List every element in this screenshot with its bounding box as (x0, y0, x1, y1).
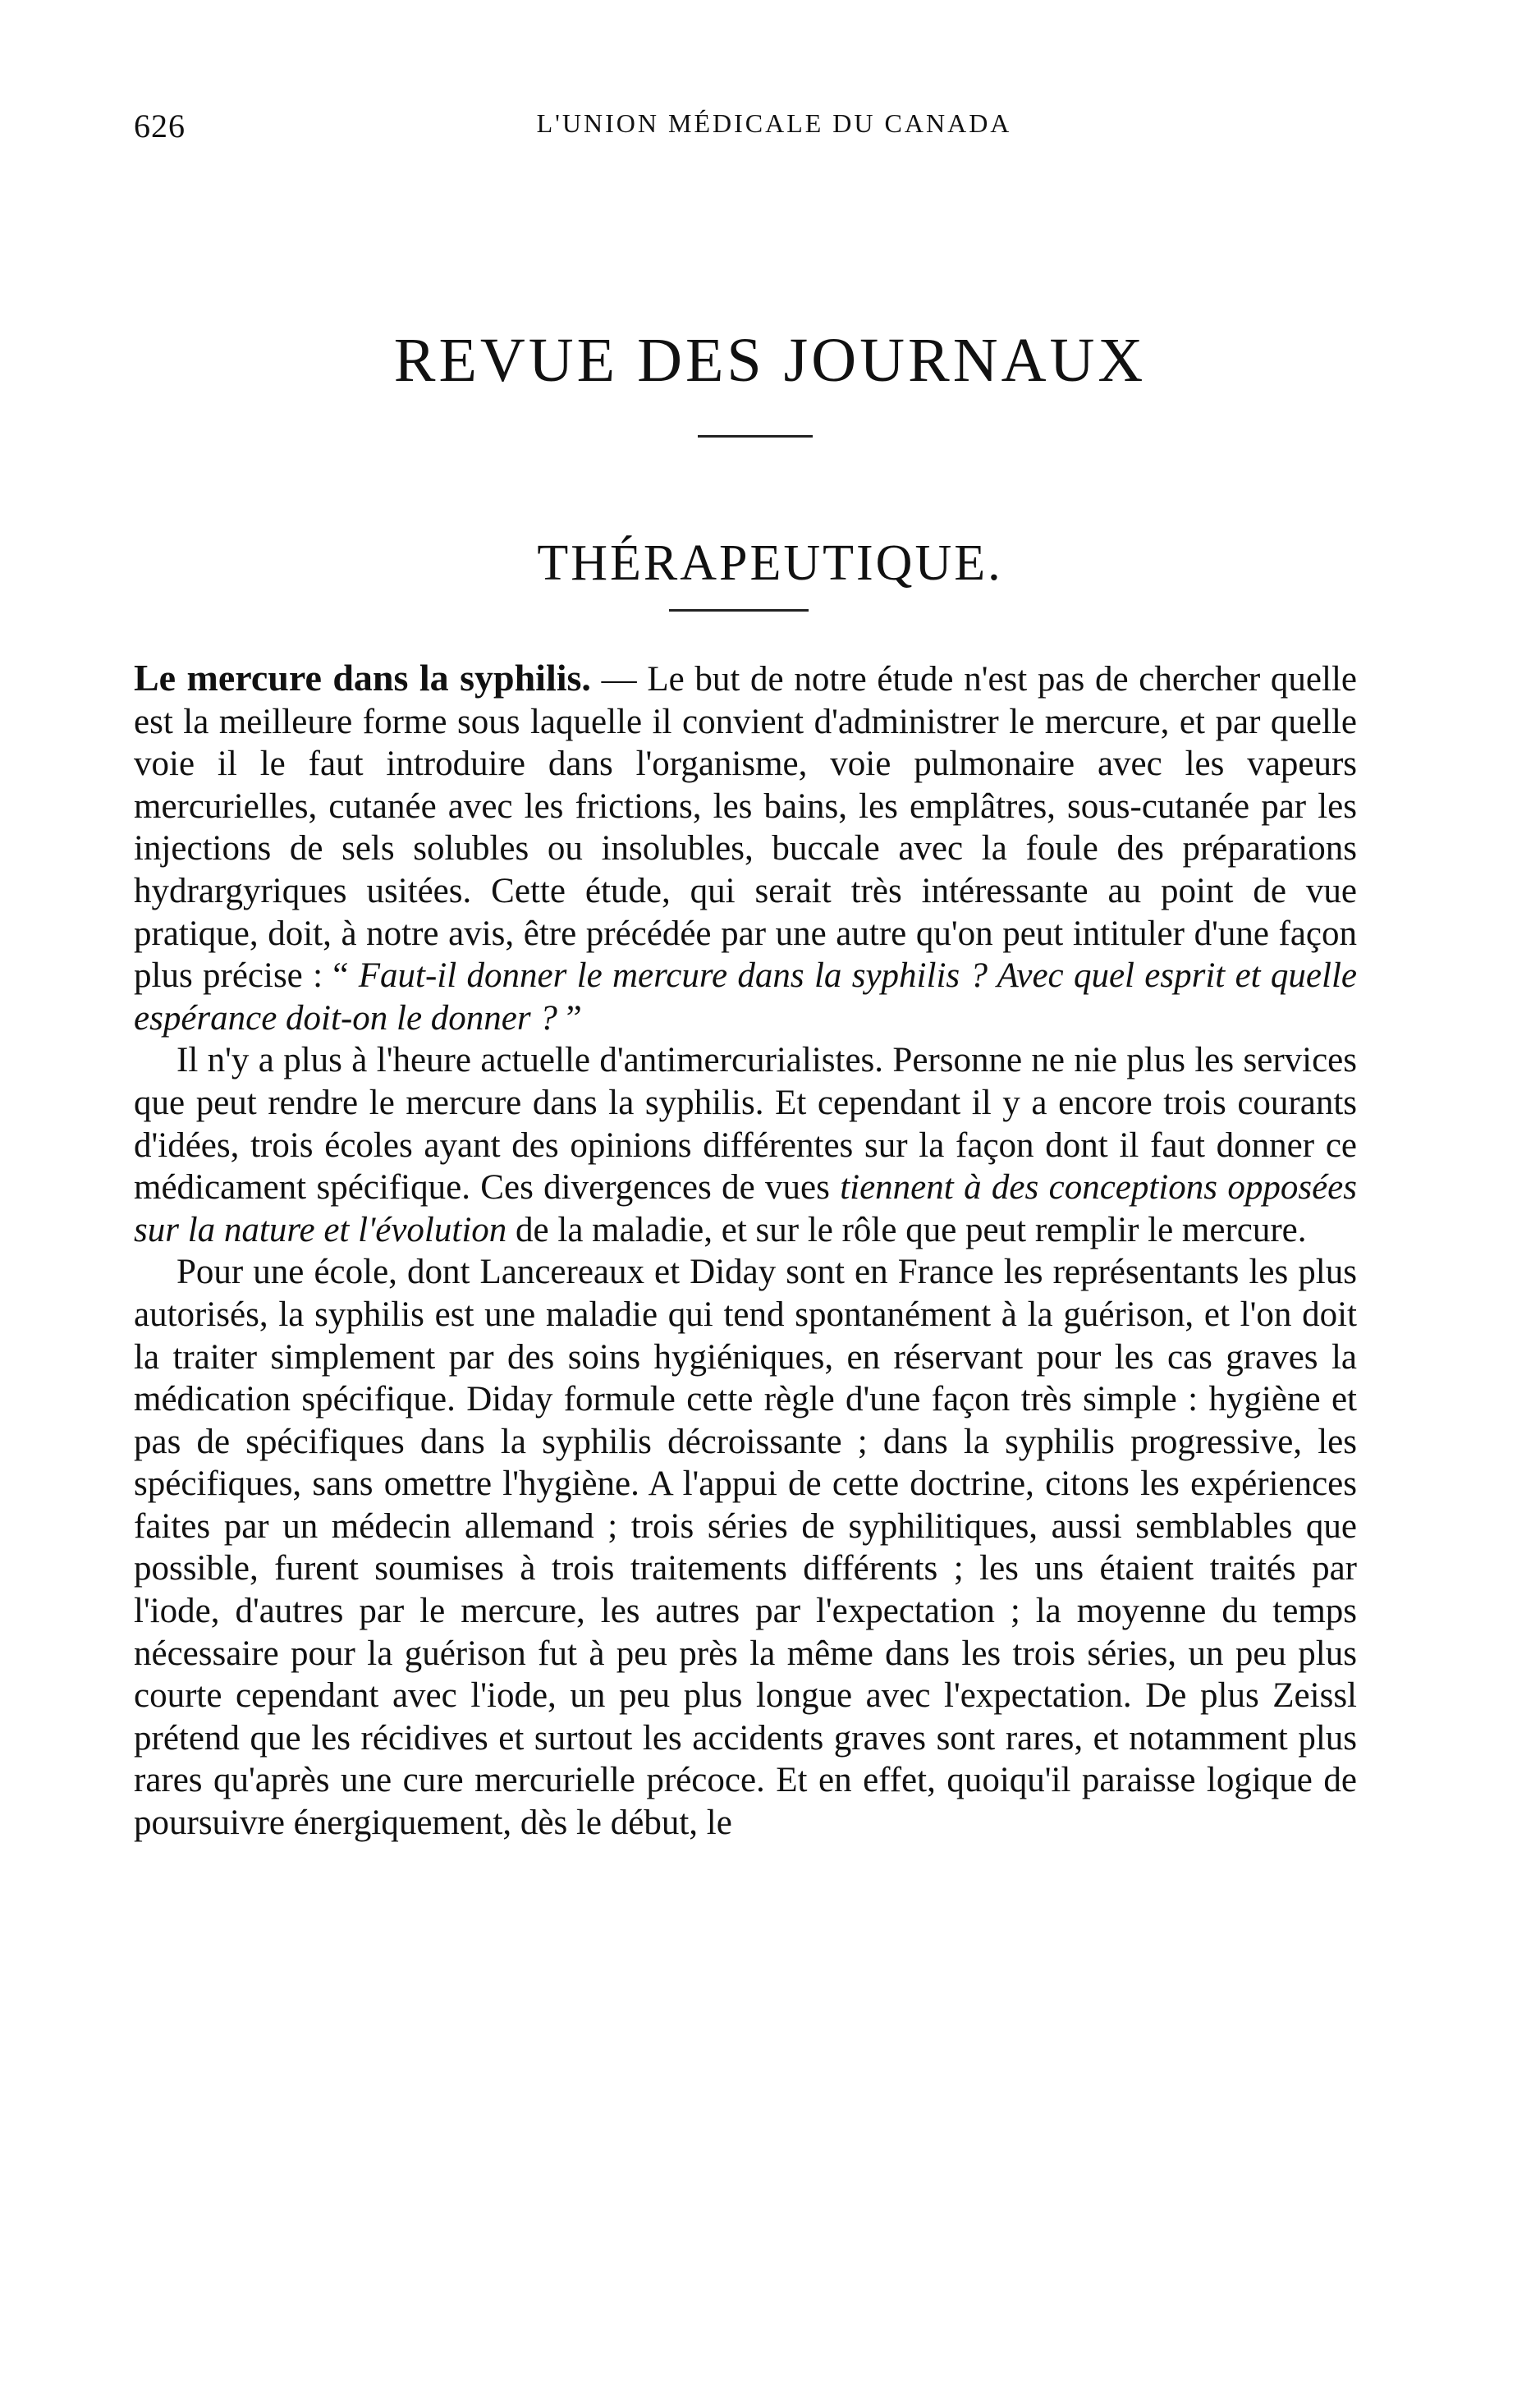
paragraph-2-italic: tiennent à des conceptions opposées sur la nature et l'évolution (134, 1168, 1357, 1249)
title-divider (698, 435, 813, 438)
page-header (134, 107, 1414, 156)
running-head: L'UNION MÉDICALE DU CANADA (536, 108, 1012, 138)
section-title: REVUE DES JOURNAUX (393, 325, 1147, 395)
page-number: 626 (134, 108, 186, 144)
article-body (134, 657, 1357, 1845)
paragraph-3: Pour une école, dont Lancereaux et Diday sont en France les représentants les plus autorisés, la syphilis est une maladie qui tend spontanément à la guérison, et l'on doit la traiter simplement par des soins hygiéniques, en réservant pour les cas graves la médication spécifique. Diday formule cette règle d'une façon très simple : hygiène et pas de spécifiques dans la syphilis décroissante ; dans la syphilis progressive, les spécifiques, sans omettre l'hygiène. A l'appui de cette doctrine, citons les expériences faites par un médecin allemand ; trois séries de syphilitiques, aussi semblables que possible, furent soumises à trois traitements différents ; les uns étaient traités par l'iode, d'autres par le mercure, les autres par l'expectation ; la moyenne du temps nécessaire pour la guérison fut à peu près la même dans les trois séries, un peu plus courte cependant avec l'iode, un peu plus longue avec l'expectation. De plus Zeissl prétend que les récidives et surtout les accidents graves sont rares, et notamment plus rares qu'après une cure mercurielle précoce. Et en effet, quoiqu'il paraisse logique de poursuivre énergiquement, dès le début, le (134, 1253, 1357, 1843)
paragraph-1 (134, 657, 1357, 1039)
subsection-divider (669, 609, 809, 612)
subsection-title: THÉRAPEUTIQUE. (537, 535, 1003, 592)
paragraph-1-text: — Le but de notre étude n'est pas de chercher quelle est la meilleure forme sous laquelle il convient d'administrer le mercure, et par quelle voie il le faut introduire dans l'organisme, voie pulmonaire avec les vapeurs mercurielles, cutanée avec les frictions, les bains, les emplâtres, sous-cutanée par les injections de sels solubles ou insolubles, buccale avec la foule des préparations hydrargyriques usitées. Cette étude, qui serait très intéressante au point de vue pratique, doit, à notre avis, être précédée par une autre qu'on peut intituler d'une façon plus précise : “ (134, 660, 1357, 996)
paragraph-2-end: de la maladie, et sur le rôle que peut remplir le mercure. (506, 1210, 1307, 1249)
paragraph-1-question: Faut-il donner le mercure dans la syphilis ? Avec quel esprit et quelle espérance doit-on le donner ? (134, 956, 1357, 1038)
paragraph-1-close-quote: ” (557, 998, 582, 1038)
paragraph-2 (134, 1039, 1357, 1251)
paragraph-2-text: Il n'y a plus à l'heure actuelle d'antimercurialistes. Personne ne nie plus les services que peut rendre le mercure dans la syphilis. Et cependant il y a encore trois courants d'idées, trois écoles ayant des opinions différentes sur la façon dont il faut donner ce médicament spécifique. Ces divergences de vues (134, 1041, 1357, 1208)
article-title: Le mercure dans la syphilis. (134, 657, 591, 699)
